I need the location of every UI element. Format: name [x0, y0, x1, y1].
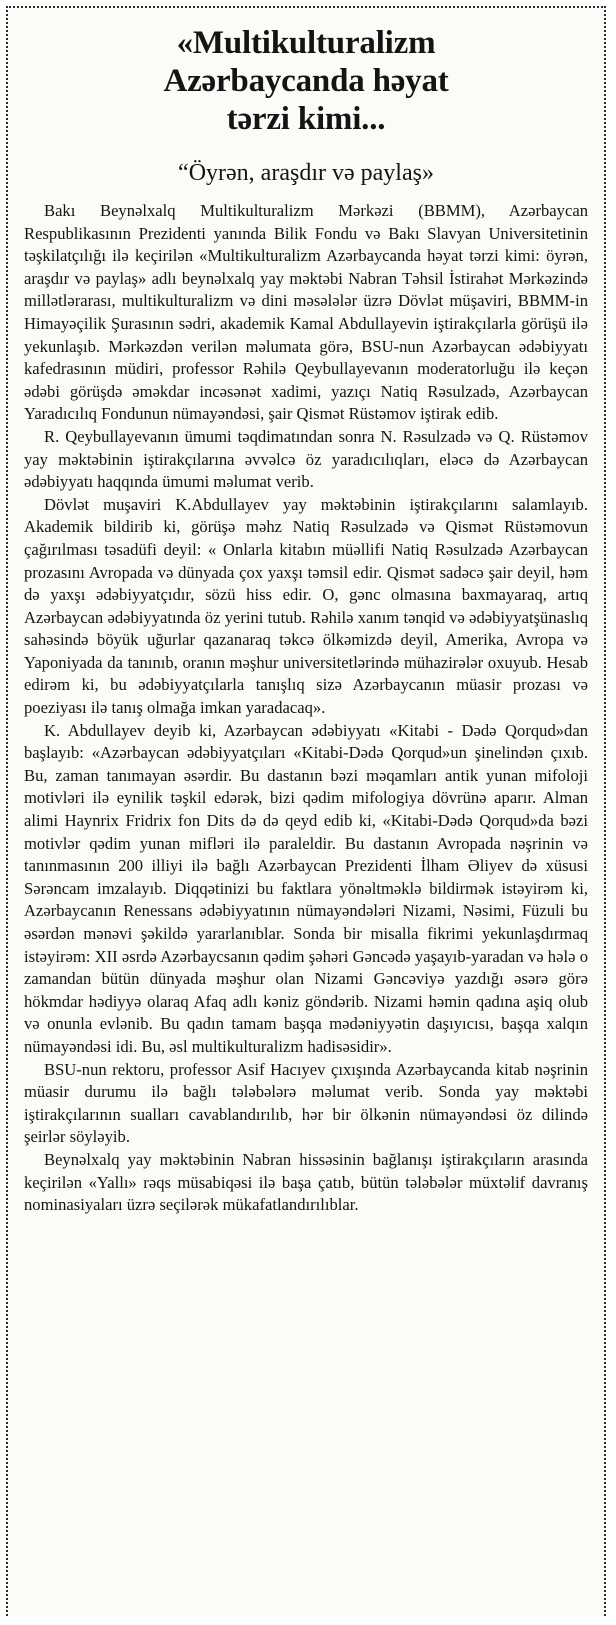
- article-paragraph-4: K. Abdullayev deyib ki, Azərbaycan ədəbiyyatı «Kitabi - Dədə Qorqud»dan başlayıb: «Azərbaycan ədəbiyyatçıları «Kitabi-Dədə Qorqud»un şinelindən çıxıb. Bu, zaman tanımayan əsərdir. Bu dastanın bəzi məqamları antik yunan mifoloji motivləri ilə eynilik təşkil edərək, bizi qədim mifologiya dövrünə aparır. Alman alimi Haynrix Fridrix fon Dits də də qeyd edib ki, «Kitabi-Dədə Qorqud»da bəzi motivlər qədim yunan mifləri ilə paraleldir. Bu dastanın Avropada nəşrinin və tanınmasının 200 illiyi ilə bağlı Azərbaycan Prezidenti İlham Əliyev də xüsusi Sərəncam imzalayıb. Diqqətinizi bu faktlara yönəltməklə bildirmək istəyirəm ki, Azərbaycanın Renessans ədəbiyyatının nümayəndələri Nizami, Nəsimi, Füzuli bu əsərdən mənəvi şəkildə yararlanıblar. Sonda bir misalla fikrimi yekunlaşdırmaq istəyirəm: XII əsrdə Azərbaycsanın qədim şəhəri Gəncədə yaşayıb-yaradan və hələ o zamandan bütün dünyada məşhur olan Nizami Gəncəviyə yazdığı əsərə görə hökmdar hədiyyə olaraq Afaq adlı kəniz göndərib. Nizami həmin qadına aşiq olub və onunla evlənib. Bu qadın tamam başqa mədəniyyətin daşıyıcısı, başqa xalqın nümayəndəsi idi. Bu, əsl multikulturalizm hadisəsidir».: [24, 720, 588, 1056]
- article-headline: [24, 24, 588, 138]
- article-paragraph-2: R. Qeybullayevanın ümumi təqdimatından sonra N. Rəsulzadə və Q. Rüstəmov yay məktəbinin iştirakçılarına əvvəlcə öz yaradıcılıqları, eləcə də Azərbaycan ədəbiyyatı haqqında ümumi məlumat verib.: [24, 426, 588, 492]
- article-paragraph-1: Bakı Beynəlxalq Multikulturalizm Mərkəzi (BBMM), Azərbaycan Respublikasının Prezidenti yanında Bilik Fondu və Bakı Slavyan Universitetinin təşkilatçılığı ilə keçirilən «Multikulturalizm Azərbaycanda həyat tərzi kimi: öyrən, araşdır və paylaş» adlı beynəlxalq yay məktəbi Nabran Təhsil İstirahət Mərkəzində millətlərarası, multikulturalizm və dini məsələlər üzrə Dövlət müşaviri, BBMM-in Himayəçilik Şurasının sədri, akademik Kamal Abdullayevin iştirakçılarla görüşü ilə yekunlaşıb. Mərkəzdən verilən məlumata görə, BSU-nun Azərbaycan ədəbiyyatı kafedrasının müdiri, professor Rəhilə Qeybullayevanın moderatorluğu ilə keçən ədəbi görüşdə əməkdar incəsənət xadimi, yazıçı Natiq Rəsulzadə, Azərbaycan Yaradıcılıq Fondunun nümayəndəsi, şair Qismət Rüstəmov iştirak edib.: [24, 201, 588, 424]
- headline-line-3: tərzi kimi...: [226, 101, 386, 137]
- headline-line-2: Azərbaycanda həyat: [163, 63, 449, 99]
- article-paragraph-5: BSU-nun rektoru, professor Asif Hacıyev çıxışında Azərbaycanda kitab nəşrinin müasir durumu ilə bağlı tələbələrə məlumat verib. Sonda yay məktəbi iştirakçılarının sualları cavablandırılıb, hər bir ölkənin nümayəndəsi öz dilində şeirlər söyləyib.: [24, 1059, 588, 1147]
- headline-line-1: «Multikulturalizm: [176, 25, 436, 61]
- article-subheading: “Öyrən, araşdır və paylaş»: [178, 160, 434, 186]
- article-paragraph-3: Dövlət muşaviri K.Abdullayev yay məktəbinin iştirakçılarını salamlayıb. Akademik bildirib ki, görüşə məhz Natiq Rəsulzadə və Qismət Rüstəmovun çağırılması təsadüfi deyil: « Onlarla kitabın müəllifi Natiq Rəsulzadə Azərbaycan prozasını Avropada və dünyada çox yaxşı təmsil edir. Qismət sadəcə şair deyil, həm də yaxşı ədəbiyyatçıdır, sözü hiss edir. O, gənc olmasına baxmayaraq, artıq Azərbaycan ədəbiyyatında öz yerini tutub. Rəhilə xanım tənqid və ədəbiyyatşünaslıq sahəsində böyük uğurlar qazanaraq təkcə ölkəmizdə deyil, Amerika, Avropa və Yaponiyada da tanınıb, oranın məşhur universitetlərində mühazirələr oxuyub. Hesab edirəm ki, bu ədəbiyyatçılarla tanışlıq sizə Azərbaycanın müasir prozası və poeziyası ilə tanış olmağa imkan yaradacaq».: [24, 494, 588, 718]
- article-paragraph-6: Beynəlxalq yay məktəbinin Nabran hissəsinin bağlanışı iştirakçıların arasında keçirilən «Yallı» rəqs müsabiqəsi ilə başa çatıb, bütün tələbələr müxtəlif davranış nominasiyaları üzrə seçilərək mükafatlandırılıblar.: [24, 1149, 588, 1215]
- newspaper-clipping: [6, 6, 606, 1616]
- article-body: [24, 200, 588, 1217]
